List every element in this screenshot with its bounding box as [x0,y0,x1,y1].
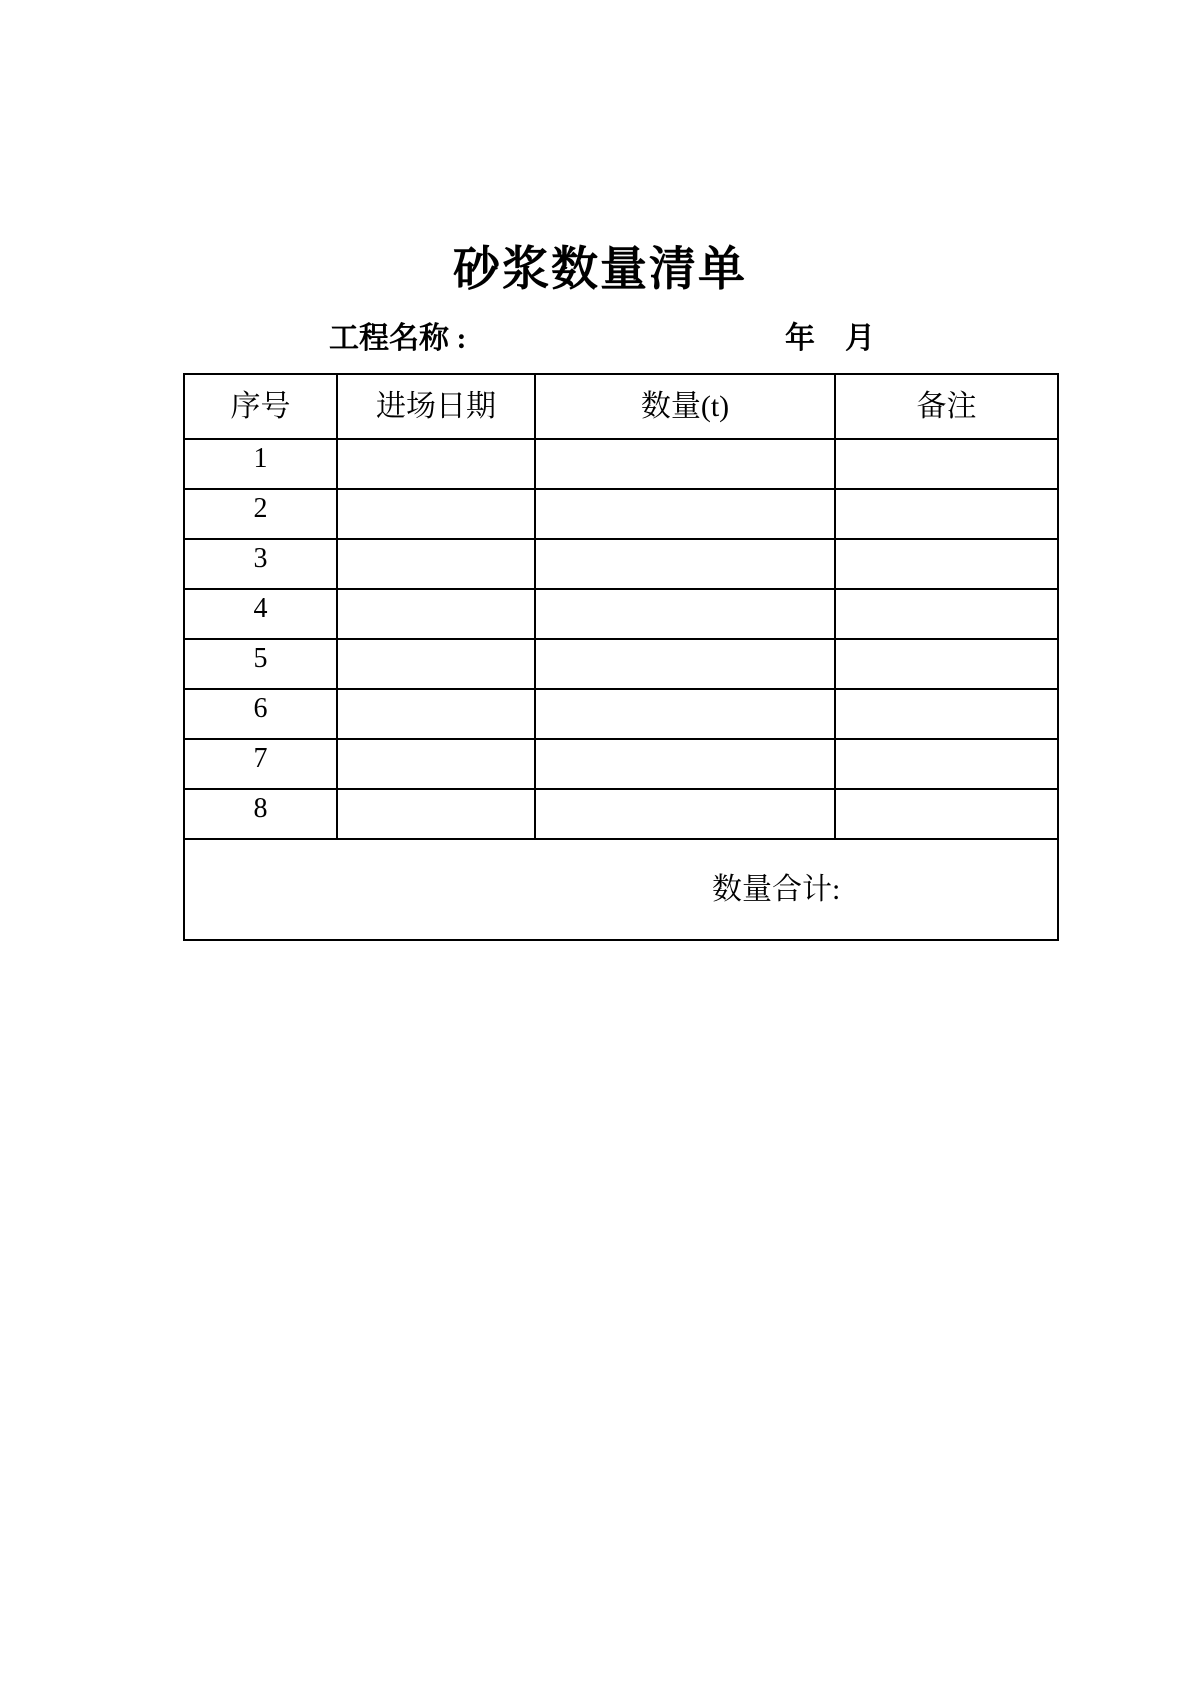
mortar-quantity-table [183,373,1059,941]
table-row-8 [184,789,1058,839]
header-serial-number: 序号 [184,374,337,439]
cell-remarks [835,639,1058,689]
cell-serial-number: 4 [184,589,337,639]
table-header-row [184,374,1058,439]
project-name-label: 工程名称 : [329,322,467,355]
cell-remarks [835,689,1058,739]
cell-serial-number: 8 [184,789,337,839]
cell-remarks [835,739,1058,789]
cell-entry-date [337,639,535,689]
cell-quantity [535,639,835,689]
table-row-1 [184,439,1058,489]
cell-entry-date [337,539,535,589]
cell-quantity [535,589,835,639]
quantity-total-label: 数量合计: [712,873,841,906]
cell-serial-number: 3 [184,539,337,589]
cell-remarks [835,489,1058,539]
quantity-total-cell [184,839,1058,940]
cell-quantity [535,739,835,789]
cell-entry-date [337,589,535,639]
cell-serial-number: 7 [184,739,337,789]
cell-quantity [535,789,835,839]
header-entry-date: 进场日期 [337,374,535,439]
cell-serial-number: 5 [184,639,337,689]
cell-entry-date [337,739,535,789]
cell-serial-number: 6 [184,689,337,739]
cell-entry-date [337,439,535,489]
header-quantity-tons: 数量(t) [535,374,835,439]
cell-quantity [535,539,835,589]
document-title: 砂浆数量清单 [453,244,747,296]
year-month-label: 年 月 [785,322,875,355]
table-row-2 [184,489,1058,539]
cell-entry-date [337,789,535,839]
cell-quantity [535,439,835,489]
table-row-4 [184,589,1058,639]
cell-remarks [835,439,1058,489]
cell-remarks [835,789,1058,839]
table-row-7 [184,739,1058,789]
table-footer-row [184,839,1058,940]
table-row-6 [184,689,1058,739]
table-row-5 [184,639,1058,689]
cell-serial-number: 1 [184,439,337,489]
cell-entry-date [337,489,535,539]
cell-remarks [835,539,1058,589]
cell-quantity [535,689,835,739]
header-remarks: 备注 [835,374,1058,439]
cell-quantity [535,489,835,539]
cell-remarks [835,589,1058,639]
cell-serial-number: 2 [184,489,337,539]
table-row-3 [184,539,1058,589]
cell-entry-date [337,689,535,739]
